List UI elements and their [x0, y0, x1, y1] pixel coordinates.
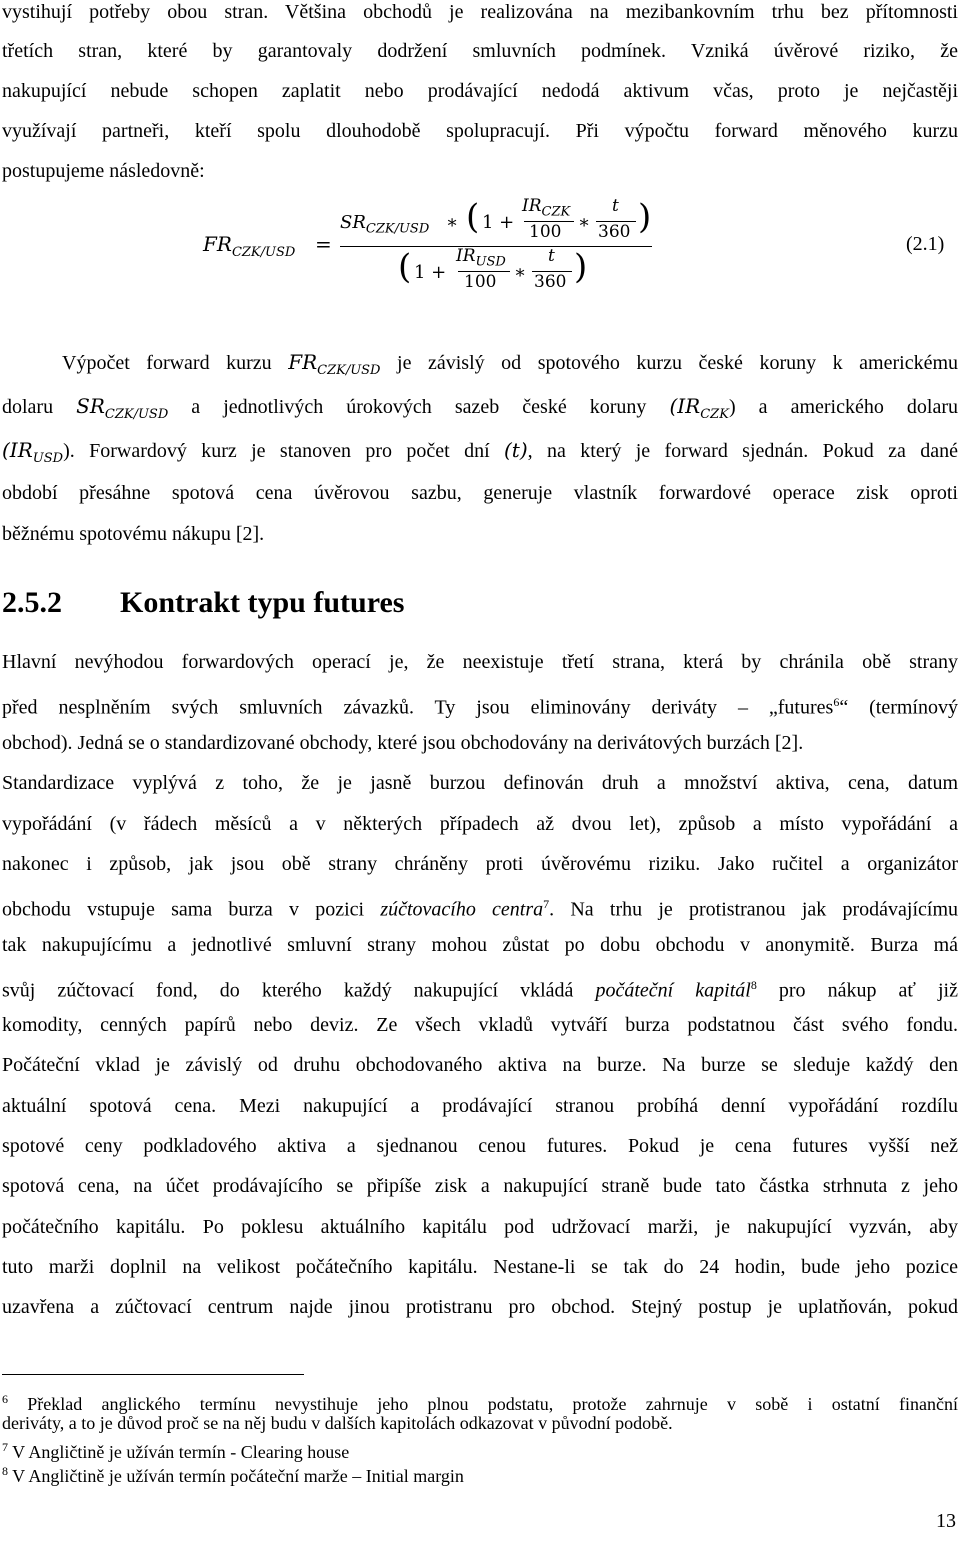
footnote-6-continued: deriváty, a to je důvod proč se na něj budu v dalších kapitolách odkazovat v původní podobě.: [2, 1413, 673, 1433]
right-paren: ): [574, 247, 588, 287]
denominator-360: 360: [598, 222, 631, 242]
text-line: postupujeme následovně:: [2, 160, 205, 182]
text-line: $(IR_{USD})$. Forwardový kurz je stanoven pro počet dní (t), na který je forward sjednán. Pokud za dané: [2, 438, 958, 466]
ir-czk: $IR_{CZK}$: [522, 196, 571, 220]
left-paren: (: [466, 197, 480, 237]
text-line: aktuální spotová cena. Mezi nakupující a prodávající stranou probíhá denní vypořádání rozdílu: [2, 1095, 958, 1117]
text-line: dolaru $SR_{CZK/USD}$ a jednotlivých úrokových sazeb české koruny $(IR_{CZK})$ a amerického dolaru: [2, 394, 958, 422]
text-line: Standardizace vyplývá z toho, že je jasně burzou definován druh a množství aktiva, cena, datum: [2, 772, 958, 794]
text-line: vystihují potřeby obou stran. Většina obchodů je realizována na mezibankovním trhu bez přítomnosti: [2, 1, 958, 23]
text-line: Výpočet forward kurzu $FR_{CZK/USD}$ je závislý od spotového kurzu české koruny k americkému: [62, 350, 959, 378]
equation-lhs: $FR_{CZK/USD}$: [203, 232, 296, 260]
text-line: období přesáhne spotová cena úvěrovou sazbu, generuje vlastník forwardové operace zisk oproti: [2, 482, 958, 504]
page-number: 13: [936, 1510, 956, 1532]
text-line: nakupující nebude schopen zaplatit nebo prodávající nedodá aktivum včas, proto je nejčastěji: [2, 80, 958, 102]
text-line: nakonec i způsob, jak jsou obě strany chráněny proti úvěrovému riziku. Jako ručitel a organizátor: [2, 853, 958, 875]
footnote-7: $^7$ V Angličtině je užíván termín - Clearing house: [2, 1440, 350, 1462]
left-paren: (: [398, 247, 412, 287]
text-line: svůj zúčtovací fond, do kterého každý nakupující vkládá počáteční kapitál$^8$ pro nákup ať již: [2, 978, 958, 1002]
text-line: tuto marži doplnil na velikost počátečního kapitálu. Nestane-li se tak do 24 hodin, bude jeho pozice: [2, 1256, 958, 1278]
text-line: obchod). Jedná se o standardizované obchody, které jsou obchodovány na derivátových burzách [2].: [2, 732, 804, 754]
text-line: využívají partneři, kteří spolu dlouhodobě spolupracují. Při výpočtu forward měnového kurzu: [2, 120, 958, 142]
text-line: komodity, cenných papírů nebo deviz. Ze všech vkladů vytváří burza podstatnou část svého fondu.: [2, 1014, 958, 1036]
text-line: spotová cena, na účet prodávajícího se připíše zisk a nakupující straně bude tato částka strhnuta z jeho: [2, 1175, 958, 1197]
denominator-100: 100: [529, 222, 562, 242]
one-plus: 1 +: [414, 262, 447, 283]
text-line: obchodu vstupuje sama burza v pozici zúčtovacího centra$^7$. Na trhu je protistranou jak prodávajícímu: [2, 897, 959, 921]
footnote-8: $^8$ V Angličtině je užíván termín počáteční marže – Initial margin: [2, 1464, 464, 1486]
section-heading: [2, 586, 404, 620]
denominator-360: 360: [534, 272, 567, 292]
text-line: Hlavní nevýhodou forwardových operací je, že neexistuje třetí strana, která by chránila obě strany: [2, 651, 958, 673]
equals-sign: =: [315, 232, 332, 256]
text-line: uzavřena a zúčtovací centrum najde jinou protistranu pro obchod. Stejný postup je uplatňován, pokud: [2, 1296, 958, 1318]
operator-star: ∗: [514, 262, 527, 283]
text-line: třetích stran, které by garantovaly dodržení smluvních podmínek. Vzniká úvěrové riziko, že: [2, 40, 958, 62]
numerator-sr: $SR_{CZK/USD}$: [340, 212, 430, 237]
text-line: Počáteční vklad je závislý od druhu obchodovaného aktiva na burze. Na burze se sleduje každý den: [2, 1054, 958, 1076]
text-line: před nesplněním svých smluvních závazků. Ty jsou eliminovány deriváty – „futures$^6$“ (termínový: [2, 695, 958, 719]
t-symbol: t: [548, 246, 555, 266]
equation-forward-rate: [0, 196, 960, 306]
denominator-100: 100: [464, 272, 497, 292]
section-title: Kontrakt typu futures: [120, 586, 405, 619]
t-symbol: t: [612, 196, 619, 216]
equation-number: (2.1): [906, 233, 945, 255]
footnote-separator: [2, 1374, 304, 1375]
text-line: spotové ceny podkladového aktiva a sjednanou cenou futures. Pokud je cena futures vyšší než: [2, 1135, 958, 1157]
section-number: 2.5.2: [2, 586, 62, 619]
operator-star: ∗: [446, 212, 459, 233]
footnote-6: $^6$ Překlad anglického termínu nevystihuje jeho plnou podstatu, protože zahrnuje v sobě i ostatní finanční: [2, 1392, 958, 1414]
ir-usd: $IR_{USD}$: [456, 246, 506, 270]
right-paren: ): [638, 197, 652, 237]
text-line: tak nakupujícímu a jednotlivé smluvní strany mohou zůstat po dobu obchodu v anonymitě. Burza má: [2, 934, 958, 956]
text-line: vypořádání (v řádech měsíců a v některých případech až dvou let), způsob a místo vypořádání a: [2, 813, 958, 835]
operator-star: ∗: [578, 212, 591, 233]
one-plus: 1 +: [482, 212, 515, 233]
text-line: počátečního kapitálu. Po poklesu aktuálního kapitálu pod udržovací marži, je nakupující vyzván, aby: [2, 1216, 958, 1238]
text-line: běžnému spotovému nákupu [2].: [2, 523, 265, 545]
